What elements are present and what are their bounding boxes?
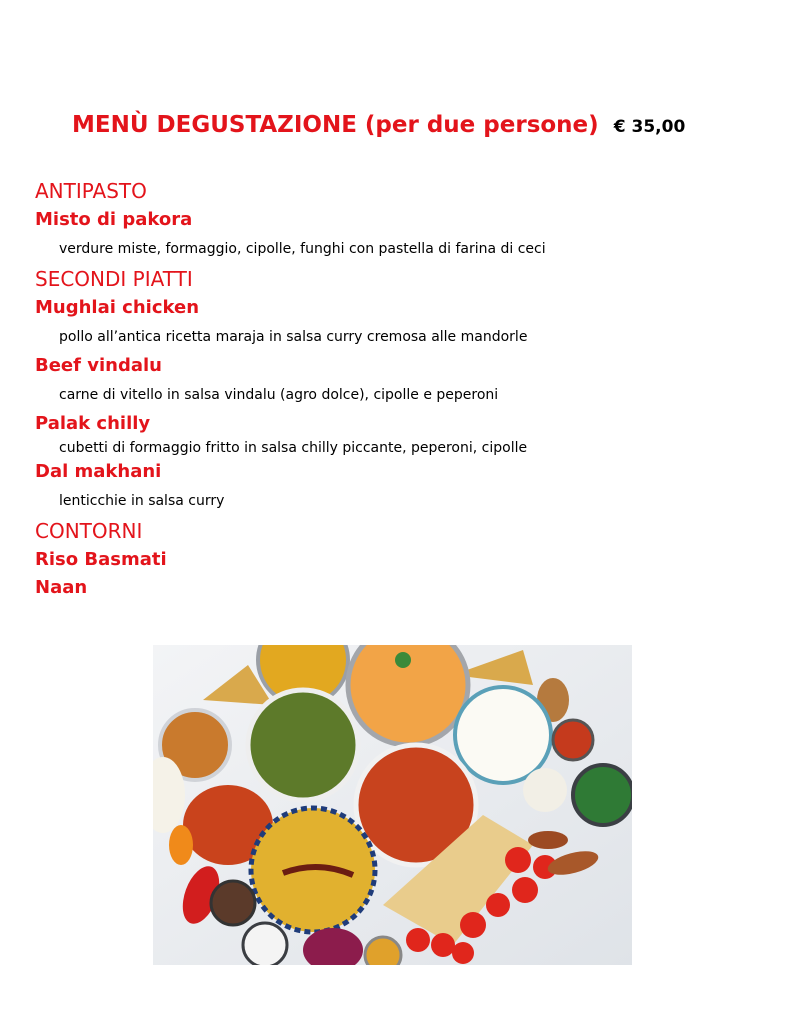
tomato xyxy=(452,942,474,964)
basmati-bowl xyxy=(455,687,551,783)
salt-bowl xyxy=(243,923,287,965)
section-heading-antipasto: ANTIPASTO xyxy=(35,179,147,203)
dish-palak-chilly: Palak chilly xyxy=(35,413,151,434)
food-photo xyxy=(153,645,632,965)
tomato xyxy=(431,933,455,957)
dish-description: cubetti di formaggio fritto in salsa chilly piccante, peperoni, cipolle xyxy=(59,440,528,456)
section-heading-secondi: SECONDI PIATTI xyxy=(35,267,193,291)
menu-body xyxy=(35,176,755,602)
dish-naan: Naan xyxy=(35,577,88,598)
orange-pepper xyxy=(169,825,193,865)
dish-riso-basmati: Riso Basmati xyxy=(35,549,167,570)
dish-beef-vindalu: Beef vindalu xyxy=(35,355,162,376)
section-heading-contorni: CONTORNI xyxy=(35,519,143,543)
dish-description: pollo all’antica ricetta maraja in salsa curry cremosa alle mandorle xyxy=(59,329,528,345)
tomato xyxy=(486,893,510,917)
spice-bowl xyxy=(553,720,593,760)
tomato xyxy=(505,847,531,873)
dish-misto-di-pakora: Misto di pakora xyxy=(35,209,193,230)
peppercorn-bowl xyxy=(211,881,255,925)
wooden-spoon xyxy=(528,831,568,849)
garlic xyxy=(523,768,567,812)
tomato xyxy=(406,928,430,952)
palak-bowl xyxy=(248,690,358,800)
dish-description: lenticchie in salsa curry xyxy=(59,493,225,509)
menu-title: MENÙ DEGUSTAZIONE (per due persone) xyxy=(72,112,599,138)
tomato xyxy=(512,877,538,903)
dish-mughlai-chicken: Mughlai chicken xyxy=(35,297,200,318)
tomato xyxy=(460,912,486,938)
dish-description: verdure miste, formaggio, cipolle, funghi con pastella di farina di ceci xyxy=(59,241,546,257)
dish-dal-makhani: Dal makhani xyxy=(35,461,162,482)
menu-header xyxy=(72,112,685,138)
menu-price: € 35,00 xyxy=(613,117,686,137)
salad-bowl xyxy=(573,765,632,825)
dish-description: carne di vitello in salsa vindalu (agro dolce), cipolle e peperoni xyxy=(59,387,499,403)
